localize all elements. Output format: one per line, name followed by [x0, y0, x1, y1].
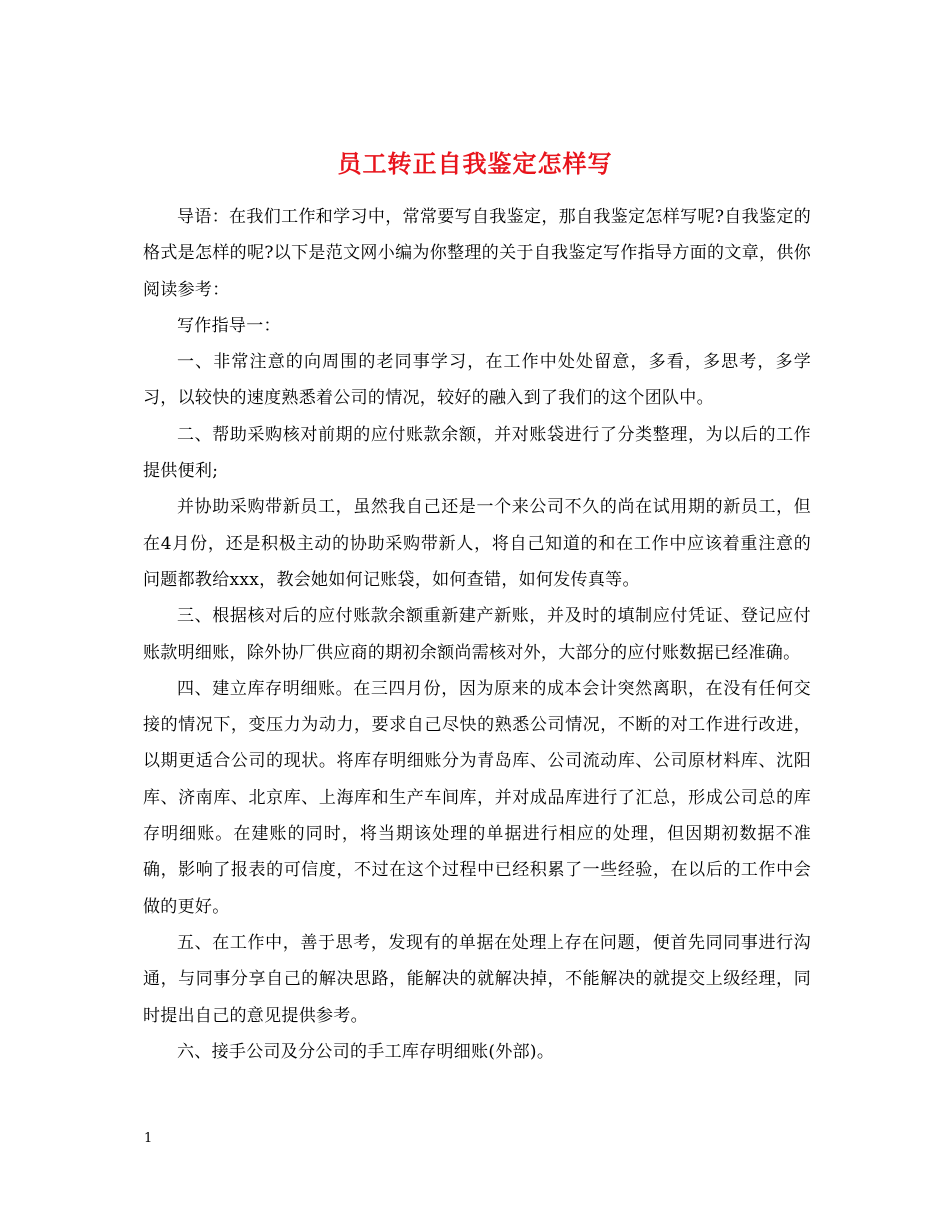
paragraph-item-6: 六、接手公司及分公司的手工库存明细账(外部)。	[177, 1041, 555, 1062]
paragraph-item-1: 一、非常注意的向周围的老同事学习，在工作中处处留意，多看，多思考，多学习，以较快的速度熟悉着公司的情况，较好的融入到了我们的这个团队中。	[143, 352, 811, 409]
paragraph-item-2-continued: 并协助采购带新员工，虽然我自己还是一个来公司不久的尚在试用期的新员工，但在4月份，还是积极主动的协助采购带新人，将自己知道的和在工作中应该着重注意的问题都教给xxx，教会她如何记账袋，如何查错，如何发传真等。	[143, 497, 811, 590]
document-body	[143, 199, 811, 1070]
page-number: 1	[144, 1131, 153, 1146]
paragraph-item-3: 三、根据核对后的应付账款余额重新建产新账，并及时的填制应付凭证、登记应付账款明细账，除外协厂供应商的期初余额尚需核对外，大部分的应付账数据已经准确。	[143, 606, 811, 663]
document-title: 员工转正自我鉴定怎样写	[337, 149, 613, 179]
paragraph-guide-heading: 写作指导一：	[177, 315, 281, 336]
paragraph-intro: 导语：在我们工作和学习中，常常要写自我鉴定，那自我鉴定怎样写呢?自我鉴定的格式是怎样的呢?以下是范文网小编为你整理的关于自我鉴定写作指导方面的文章，供你阅读参考：	[143, 207, 811, 300]
paragraph-item-2: 二、帮助采购核对前期的应付账款余额，并对账袋进行了分类整理，为以后的工作提供便利;	[143, 424, 811, 482]
paragraph-item-5: 五、在工作中，善于思考，发现有的单据在处理上存在问题，便首先同同事进行沟通，与同事分享自己的解决思路，能解决的就解决掉，不能解决的就提交上级经理，同时提出自己的意见提供参考。	[143, 932, 811, 1026]
paragraph-item-4: 四、建立库存明细账。在三四月份，因为原来的成本会计突然离职，在没有任何交接的情况下，变压力为动力，要求自己尽快的熟悉公司情况，不断的对工作进行改进，以期更适合公司的现状。将库存明细账分为青岛库、公司流动库、公司原材料库、沈阳库、济南库、北京库、上海库和生产车间库，并对成品库进行了汇总，形成公司总的库存明细账。在建账的同时，将当期该处理的单据进行相应的处理，但因期初数据不准确，影响了报表的可信度，不过在这个过程中已经积累了一些经验，在以后的工作中会做的更好。	[143, 678, 811, 917]
